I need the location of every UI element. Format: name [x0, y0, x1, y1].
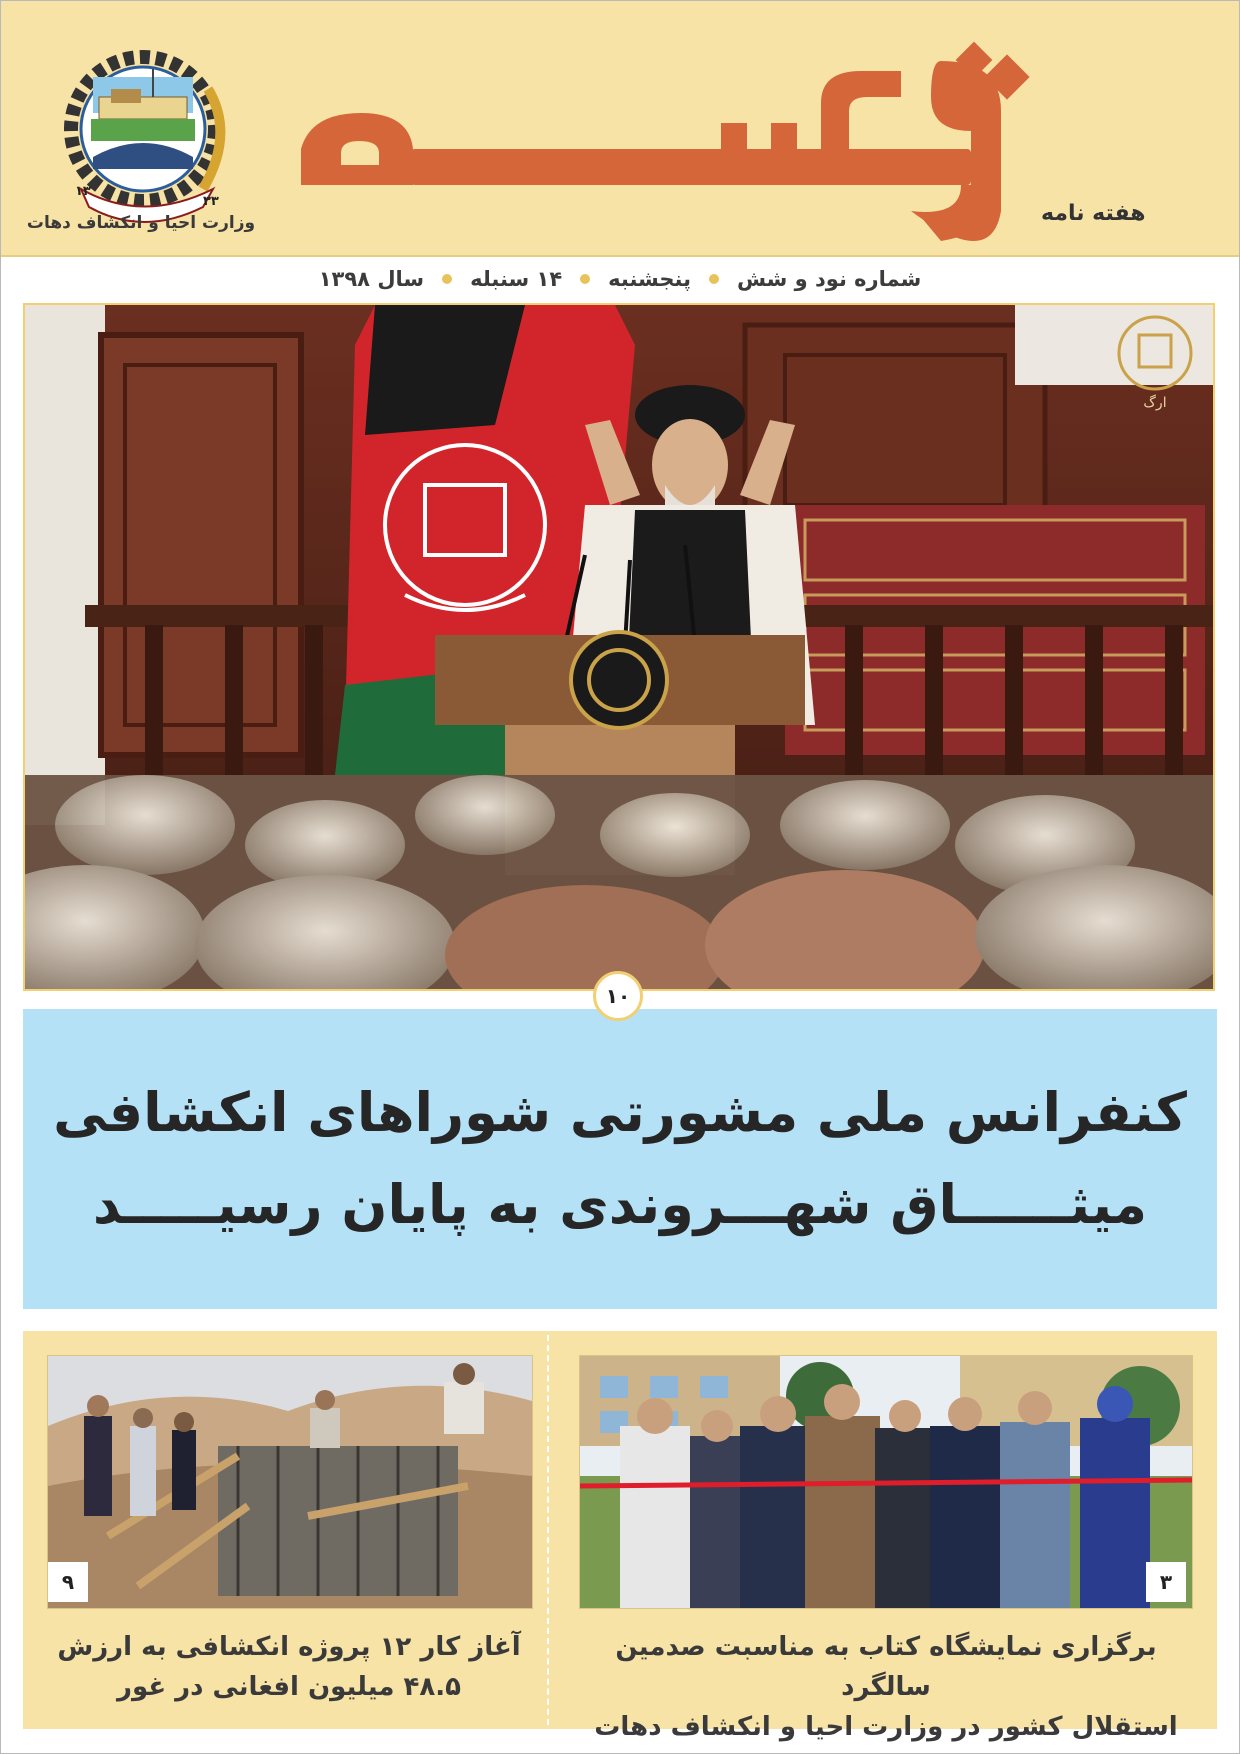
story-photo-construction	[47, 1355, 533, 1609]
newsletter-title	[301, 41, 1131, 251]
headline-line-1: کنفرانس ملی مشورتی شوراهای انکشافی	[53, 1081, 1187, 1144]
headline-line-2: میثــــــاق شهـــروندی به پایان رسیـــــد	[92, 1173, 1148, 1236]
construction-site-illustration	[48, 1356, 532, 1608]
issue-date: ۱۴ سنبله	[470, 267, 563, 291]
story-ghor-projects[interactable]	[47, 1355, 531, 1707]
main-headline-box	[23, 1009, 1217, 1309]
story-caption	[47, 1627, 531, 1707]
story-caption-line-1: برگزاری نمایشگاه کتاب به مناسبت صدمین سالگرد	[615, 1632, 1157, 1702]
ministry-name: وزارت احیا و انکشاف دهات	[26, 213, 256, 233]
story-caption-line-2: استقلال کشور در وزارت احیا و انکشاف دهات	[594, 1712, 1178, 1742]
hero-photo-illustration	[25, 305, 1213, 989]
logo-number: ۳۳	[203, 194, 219, 209]
story-photo-ribbon-cutting	[579, 1355, 1193, 1609]
issue-year: سال ۱۳۹۸	[318, 267, 425, 291]
story-caption	[579, 1627, 1193, 1747]
arg-label: ارگ	[1143, 395, 1167, 411]
issue-info-bar	[1, 259, 1239, 299]
logo-number-left: ۱۳	[75, 184, 91, 199]
story-caption-line-1: آغاز کار ۱۲ پروژه انکشافی به ارزش	[57, 1632, 521, 1662]
story-caption-line-2: ۴۸.۵ میلیون افغانی در غور	[117, 1672, 461, 1702]
hero-photo	[23, 303, 1215, 991]
ribbon-cutting-illustration	[580, 1356, 1192, 1608]
masthead	[1, 1, 1239, 257]
story-book-exhibition[interactable]	[579, 1355, 1193, 1747]
hero-page-reference: ۱۰	[593, 971, 643, 1021]
newsletter-subtitle: هفته نامه	[1041, 201, 1146, 226]
story-page-number: ۹	[48, 1562, 88, 1602]
separator-dot	[580, 274, 590, 284]
issue-number: شماره نود و شش	[737, 267, 922, 291]
issue-weekday: پنجشنبه	[608, 267, 691, 291]
separator-dot	[442, 274, 452, 284]
story-page-number: ۳	[1146, 1562, 1186, 1602]
separator-dot	[709, 274, 719, 284]
stories-divider	[547, 1335, 549, 1725]
